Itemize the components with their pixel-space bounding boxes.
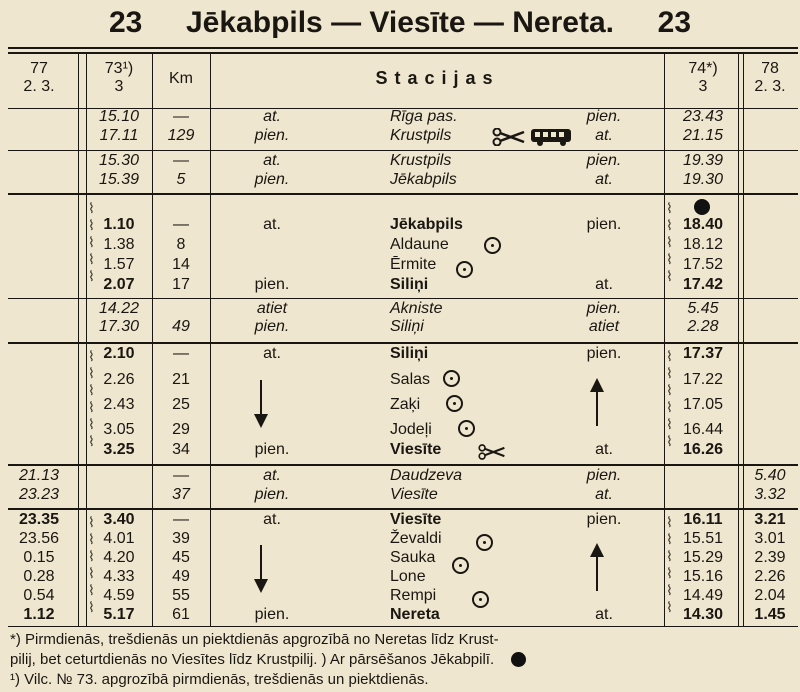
cell-ap: pien. [586, 300, 622, 317]
cell-stn: Rīga pas. [390, 108, 458, 125]
wave-bracket-icon: ⌇ ⌇ ⌇ ⌇ ⌇ [88, 200, 95, 284]
cell-c73: 1.10 [103, 216, 135, 233]
cell-c74: 19.39 [682, 152, 724, 169]
cell-c77: 23.35 [18, 511, 60, 528]
cell-at: at. [263, 467, 281, 484]
header-col-77 [8, 60, 70, 96]
arrow-up-icon [586, 543, 608, 591]
cell-km: 49 [172, 318, 190, 335]
footnote-line-1: *) Pirmdienās, trešdienās un piektdienās apgrozībā no Neretas līdz Krust- [10, 631, 499, 648]
route-title: Jēkabpils — Viesīte — Nereta. [186, 6, 614, 39]
cell-stn: Siliņi [390, 318, 424, 335]
cell-stn: Ērmite [390, 256, 437, 273]
cell-km: 55 [172, 587, 190, 604]
cell-c74: 16.11 [683, 511, 723, 528]
cell-ap: at. [595, 606, 613, 623]
cell-c74: 15.51 [682, 530, 724, 547]
cell-c78: 3.01 [754, 530, 786, 547]
cell-km: — [173, 511, 189, 528]
arrow-down-icon [250, 380, 272, 428]
cell-ap: at. [595, 127, 613, 144]
cell-stn: Jēkabpils [390, 216, 463, 233]
cell-ap: pien. [586, 467, 622, 484]
header-col-78-class: 2. 3. [754, 78, 786, 95]
cell-c74: 16.26 [682, 441, 724, 458]
cell-c73: 5.17 [103, 606, 135, 623]
cell-at: pien. [254, 318, 290, 335]
cell-c74: 21.15 [682, 127, 724, 144]
filled-dot-icon [694, 199, 710, 215]
cell-c74: 18.40 [682, 216, 724, 233]
col-divider-77 [78, 52, 79, 626]
cell-ap: pien. [586, 108, 622, 125]
cell-stn: Viesīte [390, 511, 442, 528]
header-col-74 [668, 60, 738, 96]
cell-stn: Jodeļi [390, 421, 432, 438]
cell-at: atiet [256, 300, 288, 317]
cell-km: 45 [172, 549, 190, 566]
cell-c73: 2.07 [103, 276, 135, 293]
cell-ap: at. [595, 486, 613, 503]
cell-km: 5 [176, 171, 186, 188]
cell-c78: 2.39 [754, 549, 786, 566]
cell-c74: 16.44 [682, 421, 724, 438]
circle-dot-icon [452, 557, 469, 574]
wave-bracket-icon: ⌇ ⌇ ⌇ ⌇ ⌇ ⌇ [666, 514, 673, 615]
cell-c73: 3.25 [103, 441, 135, 458]
header-col-77-class: 2. 3. [23, 78, 55, 95]
col-divider-78-a [738, 52, 739, 626]
cell-c78: 5.40 [754, 467, 786, 484]
cell-at: pien. [254, 127, 290, 144]
cell-c78: 3.21 [754, 511, 786, 528]
cell-c73: 2.43 [103, 396, 135, 413]
cell-stn: Sauka [390, 549, 436, 566]
cell-at: pien. [254, 441, 290, 458]
cell-ap: pien. [586, 216, 622, 233]
cell-ap: pien. [586, 511, 622, 528]
cell-c74: 18.12 [682, 236, 724, 253]
cell-c77: 0.15 [23, 549, 55, 566]
wave-bracket-icon: ⌇ ⌇ ⌇ ⌇ ⌇ ⌇ [666, 348, 673, 449]
wave-bracket-icon: ⌇ ⌇ ⌇ ⌇ ⌇ [666, 200, 673, 284]
rule-section-2 [8, 193, 798, 195]
cell-ap: at. [595, 441, 613, 458]
cell-stn: Viesīte [390, 441, 442, 458]
header-col-73-class: 3 [114, 78, 124, 95]
cell-km: 49 [172, 568, 190, 585]
table-number-right: 23 [657, 6, 692, 39]
header-km: Km [169, 70, 193, 87]
header-col-73 [86, 60, 152, 96]
cell-c73: 4.20 [103, 549, 135, 566]
cell-at: pien. [254, 606, 290, 623]
wave-bracket-icon: ⌇ ⌇ ⌇ ⌇ ⌇ ⌇ [88, 514, 95, 615]
cell-c77: 0.54 [23, 587, 55, 604]
wave-bracket-icon: ⌇ ⌇ ⌇ ⌇ ⌇ ⌇ [88, 348, 95, 449]
header-stations: Stacijas [375, 68, 500, 88]
rule-section-6 [8, 508, 798, 510]
cell-c74: 5.45 [687, 300, 719, 317]
scissors-icon [492, 128, 526, 146]
cell-c74: 23.43 [682, 108, 724, 125]
header-col-74-class: 3 [698, 78, 708, 95]
cell-c74: 2.28 [687, 318, 719, 335]
circle-dot-icon [456, 261, 473, 278]
cell-ap: pien. [586, 345, 622, 362]
cell-at: at. [263, 108, 281, 125]
circle-dot-icon [443, 370, 460, 387]
bus-icon [530, 127, 574, 147]
circle-dot-icon [458, 420, 475, 437]
cell-ap: at. [595, 276, 613, 293]
cell-c77: 1.12 [23, 606, 55, 623]
cell-c74: 17.37 [682, 345, 724, 362]
circle-dot-icon [476, 534, 493, 551]
cell-km: 37 [172, 486, 190, 503]
cell-at: at. [263, 216, 281, 233]
cell-stn: Daudzeva [390, 467, 463, 484]
circle-dot-icon [446, 395, 463, 412]
rule-top [8, 47, 798, 49]
footnote-line-3: ¹) Vilc. № 73. apgrozībā pirmdienās, trešdienās un piektdienās. [10, 671, 429, 688]
cell-c74: 17.42 [682, 276, 724, 293]
rule-section-1 [8, 150, 798, 151]
cell-c73: 2.10 [103, 345, 135, 362]
cell-c78: 3.32 [754, 486, 786, 503]
header-col-78 [742, 60, 798, 96]
cell-c73: 1.57 [103, 256, 135, 273]
cell-c73: 15.30 [98, 152, 140, 169]
cell-km: 29 [172, 421, 190, 438]
cell-ap: atiet [588, 318, 620, 335]
rule-top-double [8, 52, 798, 54]
cell-at: pien. [254, 276, 290, 293]
cell-c74: 17.52 [682, 256, 724, 273]
cell-stn: Rempi [390, 587, 437, 604]
cell-km: 8 [176, 236, 186, 253]
cell-stn: Aldaune [390, 236, 449, 253]
cell-km: — [173, 216, 189, 233]
rule-section-4 [8, 342, 798, 344]
footnote-line-2: pilij, bet ceturtdienās no Viesītes līdz Krustpilij. ) Ar pārsēšanos Jēkabpilī. [10, 651, 495, 668]
cell-c74: 15.29 [682, 549, 724, 566]
cell-c74: 14.49 [682, 587, 724, 604]
cell-c73: 3.40 [103, 511, 135, 528]
cell-km: 17 [172, 276, 190, 293]
scissors-icon [478, 443, 506, 461]
cell-ap: pien. [586, 152, 622, 169]
rule-section-5 [8, 464, 798, 466]
header-col-73-train: 73¹) [104, 60, 134, 77]
cell-km: 61 [172, 606, 190, 623]
cell-stn: Siliņi [390, 276, 429, 293]
cell-c73: 17.11 [99, 127, 139, 144]
arrow-down-icon [250, 545, 272, 593]
rule-section-3 [8, 298, 798, 299]
cell-at: pien. [254, 171, 290, 188]
table-number-left: 23 [108, 6, 143, 39]
cell-km: — [173, 152, 189, 169]
cell-c73: 4.01 [103, 530, 135, 547]
timetable-title [0, 6, 800, 40]
cell-km: 25 [172, 396, 190, 413]
header-col-74-train: 74*) [688, 60, 718, 77]
cell-km: 129 [167, 127, 195, 144]
cell-km: 39 [172, 530, 190, 547]
cell-c73: 15.10 [98, 108, 140, 125]
cell-stn: Siliņi [390, 345, 429, 362]
cell-c73: 4.33 [103, 568, 135, 585]
cell-c73: 3.05 [103, 421, 135, 438]
cell-c77: 21.13 [18, 467, 60, 484]
cell-c74: 19.30 [682, 171, 724, 188]
cell-at: at. [263, 345, 281, 362]
cell-at: pien. [254, 486, 290, 503]
cell-stn: Viesīte [390, 486, 438, 503]
cell-stn: Akniste [390, 300, 443, 317]
rule-bottom [8, 626, 798, 627]
cell-c77: 0.28 [23, 568, 55, 585]
cell-stn: Lone [390, 568, 426, 585]
cell-km: 34 [172, 441, 190, 458]
cell-km: 21 [172, 371, 190, 388]
cell-stn: Nereta [390, 606, 440, 623]
cell-stn: Krustpils [390, 152, 452, 169]
cell-km: 14 [172, 256, 190, 273]
cell-at: at. [263, 152, 281, 169]
cell-stn: Salas [390, 371, 431, 388]
cell-stn: Krustpils [390, 127, 452, 144]
cell-c74: 17.05 [682, 396, 724, 413]
cell-c74: 17.22 [682, 371, 724, 388]
cell-c77: 23.56 [18, 530, 60, 547]
cell-c78: 2.26 [754, 568, 786, 585]
cell-stn: Zaķi [390, 396, 421, 413]
cell-stn: Jēkabpils [390, 171, 457, 188]
arrow-up-icon [586, 378, 608, 426]
cell-c78: 2.04 [754, 587, 786, 604]
cell-ap: at. [595, 171, 613, 188]
circle-dot-icon [484, 237, 501, 254]
cell-c77: 23.23 [18, 486, 60, 503]
cell-c73: 14.22 [98, 300, 140, 317]
cell-c73: 4.59 [103, 587, 135, 604]
cell-km: — [173, 345, 189, 362]
cell-c73: 15.39 [98, 171, 140, 188]
cell-stn: Ževaldi [390, 530, 442, 547]
header-col-78-train: 78 [761, 60, 779, 77]
cell-km: — [173, 467, 189, 484]
col-divider-km-right [210, 52, 211, 626]
cell-c74: 15.16 [682, 568, 724, 585]
cell-c74: 14.30 [682, 606, 724, 623]
cell-c73: 1.38 [103, 236, 135, 253]
cell-c78: 1.45 [754, 606, 786, 623]
circle-dot-icon [472, 591, 489, 608]
col-divider-74 [664, 52, 665, 626]
cell-c73: 2.26 [103, 371, 135, 388]
cell-c73: 17.30 [98, 318, 140, 335]
cell-km: — [173, 108, 189, 125]
cell-at: at. [263, 511, 281, 528]
header-col-77-train: 77 [30, 60, 48, 77]
